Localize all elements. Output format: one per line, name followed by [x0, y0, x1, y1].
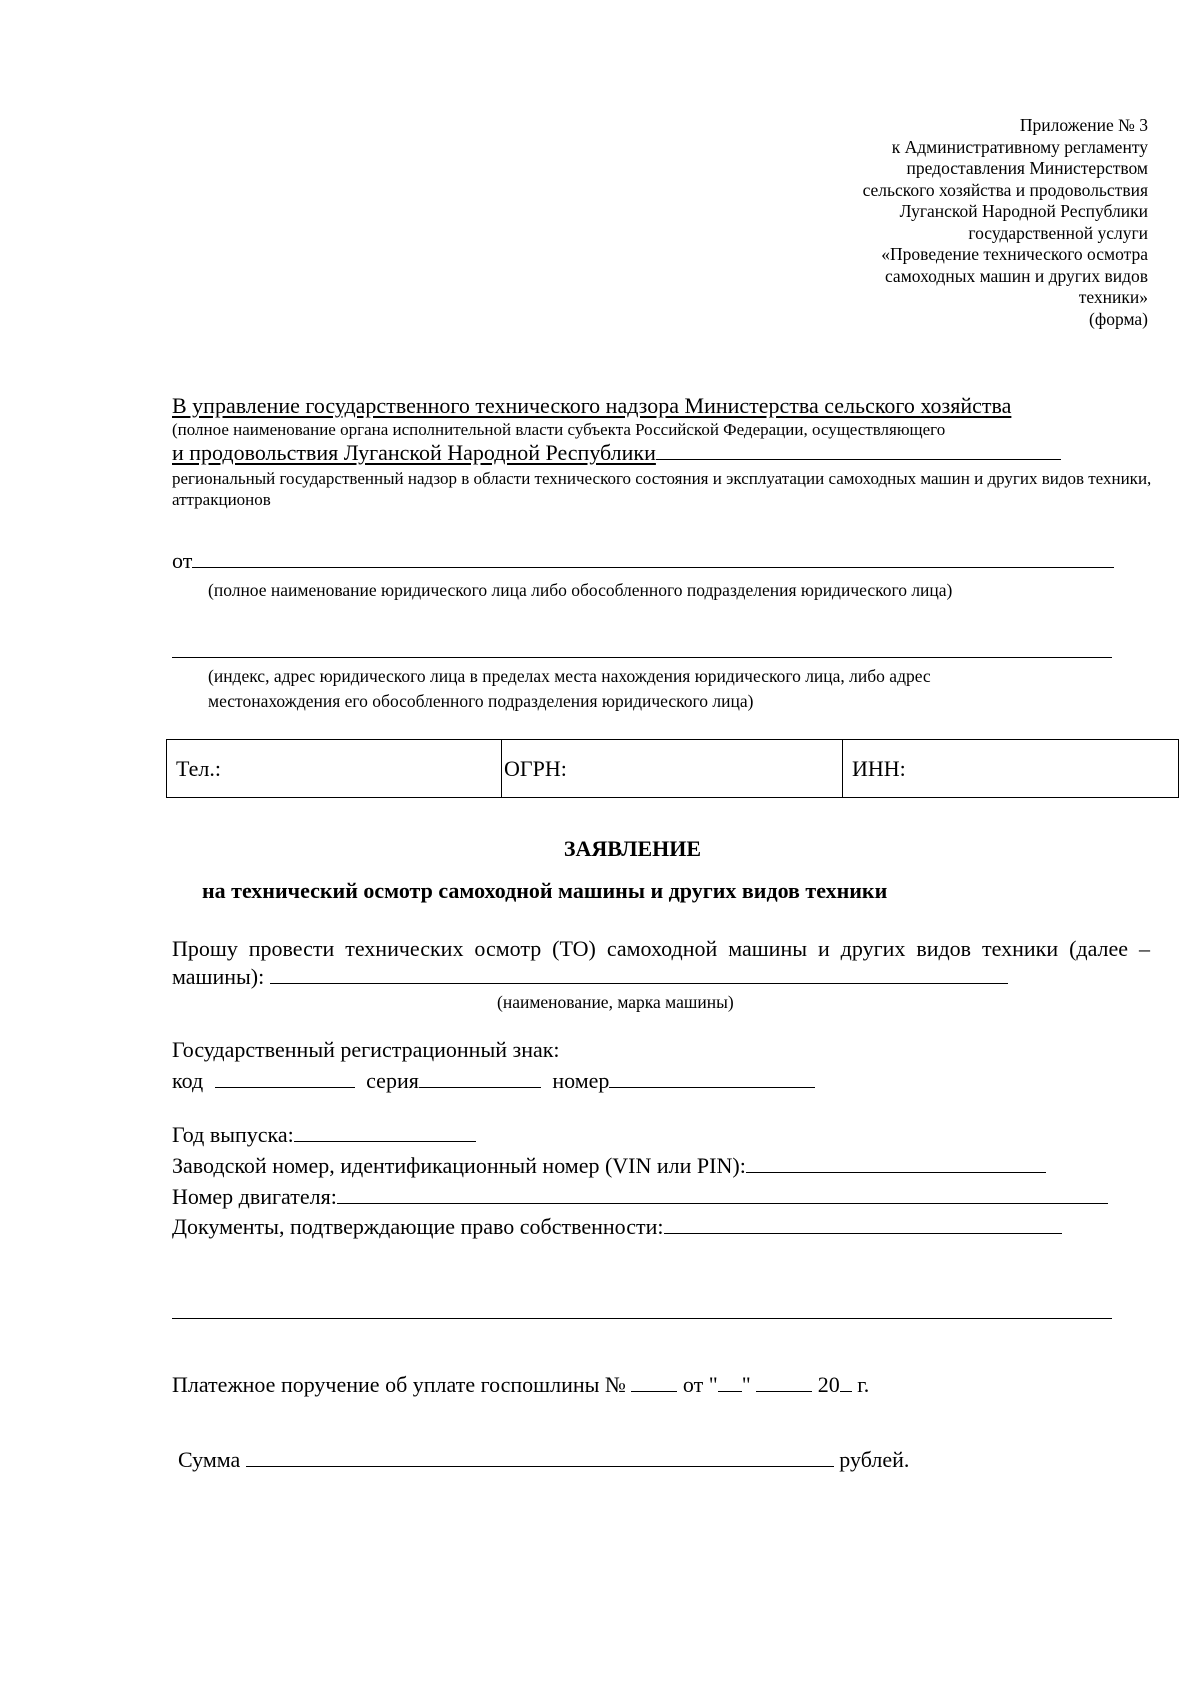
appendix-line: предоставления Министерством — [906, 158, 1148, 178]
year-label: Год выпуска: — [172, 1122, 294, 1147]
address-input-line[interactable] — [172, 657, 1112, 658]
sum-input-line[interactable] — [246, 1465, 834, 1467]
payment-year-input-line[interactable] — [840, 1390, 852, 1392]
payment-from-label: от " — [682, 1372, 718, 1397]
appendix-line: «Проведение технического осмотра — [881, 244, 1148, 264]
addressee-note-1: (полное наименование органа исполнительной власти субъекта Российской Федерации, осуществляющего — [172, 420, 946, 439]
from-input-line[interactable] — [192, 566, 1114, 568]
number-label: номер — [552, 1068, 610, 1093]
addressee-fill-line[interactable] — [656, 458, 1061, 460]
ownership-docs-extra-line[interactable] — [172, 1318, 1112, 1319]
request-text: Прошу провести технических осмотр (ТО) самоходной машины и других видов техники (далее – машины): — [172, 936, 1150, 989]
appendix-header — [863, 115, 1148, 330]
sum-row — [178, 1447, 909, 1473]
payment-month-input-line[interactable] — [756, 1390, 812, 1392]
engine-number-row — [172, 1184, 1108, 1210]
machine-name-note: (наименование, марка машины) — [497, 992, 734, 1012]
sum-label: Сумма — [178, 1447, 241, 1472]
address-note-line-1: (индекс, адрес юридического лица в пределах места нахождения юридического лица, либо адрес — [208, 666, 931, 686]
address-note — [208, 664, 931, 714]
series-input-line[interactable] — [419, 1086, 541, 1088]
registration-row — [172, 1068, 815, 1094]
inn-cell[interactable]: ИНН: — [843, 740, 1179, 798]
ogrn-cell[interactable]: ОГРН: — [502, 740, 843, 798]
appendix-line: государственной услуги — [968, 222, 1148, 243]
factory-number-label: Заводской номер, идентификационный номер (VIN или PIN): — [172, 1153, 746, 1178]
factory-number-row — [172, 1153, 1046, 1179]
addressee-line-2-row — [172, 440, 1157, 466]
appendix-line: Приложение № 3 — [1019, 115, 1148, 135]
code-input-line[interactable] — [215, 1086, 355, 1088]
engine-number-input-line[interactable] — [337, 1202, 1108, 1204]
request-paragraph — [172, 935, 1150, 991]
year-input-line[interactable] — [294, 1140, 476, 1142]
appendix-line: самоходных машин и других видов — [884, 265, 1148, 286]
code-label: код — [172, 1068, 204, 1093]
payment-year-suffix: г. — [857, 1372, 870, 1397]
appendix-line: Луганской Народной Республики — [899, 201, 1148, 221]
document-title: ЗАЯВЛЕНИЕ — [563, 836, 702, 861]
ownership-docs-input-line[interactable] — [664, 1232, 1062, 1234]
addressee-block — [172, 393, 1157, 510]
addressee-note-2: региональный государственный надзор в области технического состояния и эксплуатации самоходных машин и других видов техники, аттракционов — [172, 469, 1152, 509]
from-label: от — [172, 548, 193, 573]
phone-cell[interactable]: Тел.: — [167, 740, 502, 798]
addressee-line-1: В управление государственного технического надзора Министерства сельского хозяйства — [172, 393, 1012, 418]
from-note: (полное наименование юридического лица либо обособленного подразделения юридического лица) — [208, 580, 953, 600]
series-label: серия — [366, 1068, 419, 1093]
payment-number-input-line[interactable] — [631, 1390, 677, 1392]
registration-label: Государственный регистрационный знак: — [172, 1037, 560, 1062]
year-row — [172, 1122, 476, 1148]
document-subtitle: на технический осмотр самоходной машины и других видов техники — [202, 878, 888, 903]
ownership-docs-row — [172, 1214, 1062, 1240]
appendix-line: техники» — [1078, 287, 1148, 307]
payment-row — [172, 1372, 869, 1398]
factory-number-input-line[interactable] — [746, 1171, 1046, 1173]
sum-currency: рублей. — [839, 1447, 910, 1472]
contacts-table — [166, 739, 1179, 798]
from-row — [172, 548, 1120, 574]
payment-quote-close: " — [741, 1372, 751, 1397]
number-input-line[interactable] — [609, 1086, 815, 1088]
payment-year-prefix: 20 — [817, 1372, 840, 1397]
address-note-line-2: местонахождения его обособленного подразделения юридического лица) — [208, 691, 754, 711]
addressee-line-2: и продовольствия Луганской Народной Республики — [172, 440, 656, 465]
appendix-line: к Административному регламенту — [891, 136, 1148, 157]
appendix-line: сельского хозяйства и продовольствия — [862, 179, 1148, 200]
machine-name-input-line[interactable] — [270, 982, 1008, 984]
engine-number-label: Номер двигателя: — [172, 1184, 337, 1209]
appendix-line: (форма) — [1089, 308, 1148, 329]
contacts-row — [167, 740, 1179, 798]
ownership-docs-label: Документы, подтверждающие право собственности: — [172, 1214, 664, 1239]
payment-day-input-line[interactable] — [718, 1390, 742, 1392]
payment-label: Платежное поручение об уплате госпошлины № — [172, 1372, 626, 1397]
